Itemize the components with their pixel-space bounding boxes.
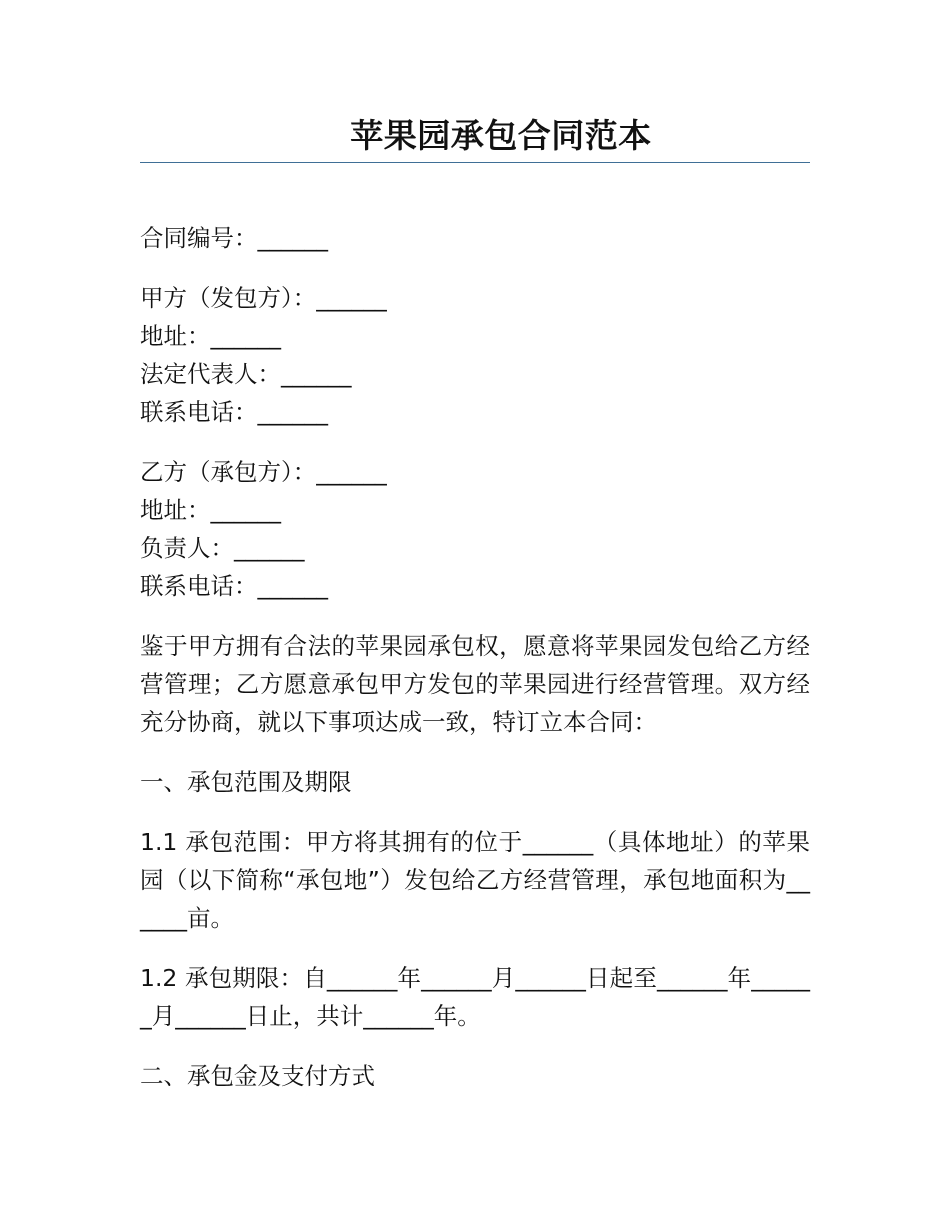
document-title: 苹果园承包合同范本 [350, 116, 652, 155]
preamble-paragraph: 鉴于甲方拥有合法的苹果园承包权，愿意将苹果园发包给乙方经营管理；乙方愿意承包甲方发包的苹果园进行经营管理。双方经充分协商，就以下事项达成一致，特订立本合同： [140, 632, 810, 736]
party-a-name: 甲方（发包方）：______ [140, 284, 387, 312]
contract-number: 合同编号：______ [140, 224, 328, 252]
party-b-responsible: 负责人：______ [140, 534, 305, 562]
party-a-address: 地址：______ [140, 322, 281, 350]
section-2-heading: 二、承包金及支付方式 [140, 1062, 375, 1090]
party-b-name: 乙方（承包方）：______ [140, 458, 387, 486]
document-body [140, 219, 810, 1117]
clause-1-1: 1.1 承包范围：甲方将其拥有的位于______（具体地址）的苹果园（以下简称“承包地”）发包给乙方经营管理，承包地面积为______亩。 [140, 828, 810, 932]
party-b-block [140, 453, 810, 605]
party-a-legal-rep: 法定代表人：______ [140, 360, 352, 388]
party-a-block [140, 279, 810, 431]
section-1-heading: 一、承包范围及期限 [140, 768, 352, 796]
party-b-address: 地址：______ [140, 496, 281, 524]
party-b-phone: 联系电话：______ [140, 572, 328, 600]
clause-1-2: 1.2 承包期限：自______年______月______日起至______年______月______日止，共计______年。 [140, 964, 810, 1030]
contract-number-block [140, 219, 810, 257]
title-divider [140, 162, 810, 163]
party-a-phone: 联系电话：______ [140, 398, 328, 426]
